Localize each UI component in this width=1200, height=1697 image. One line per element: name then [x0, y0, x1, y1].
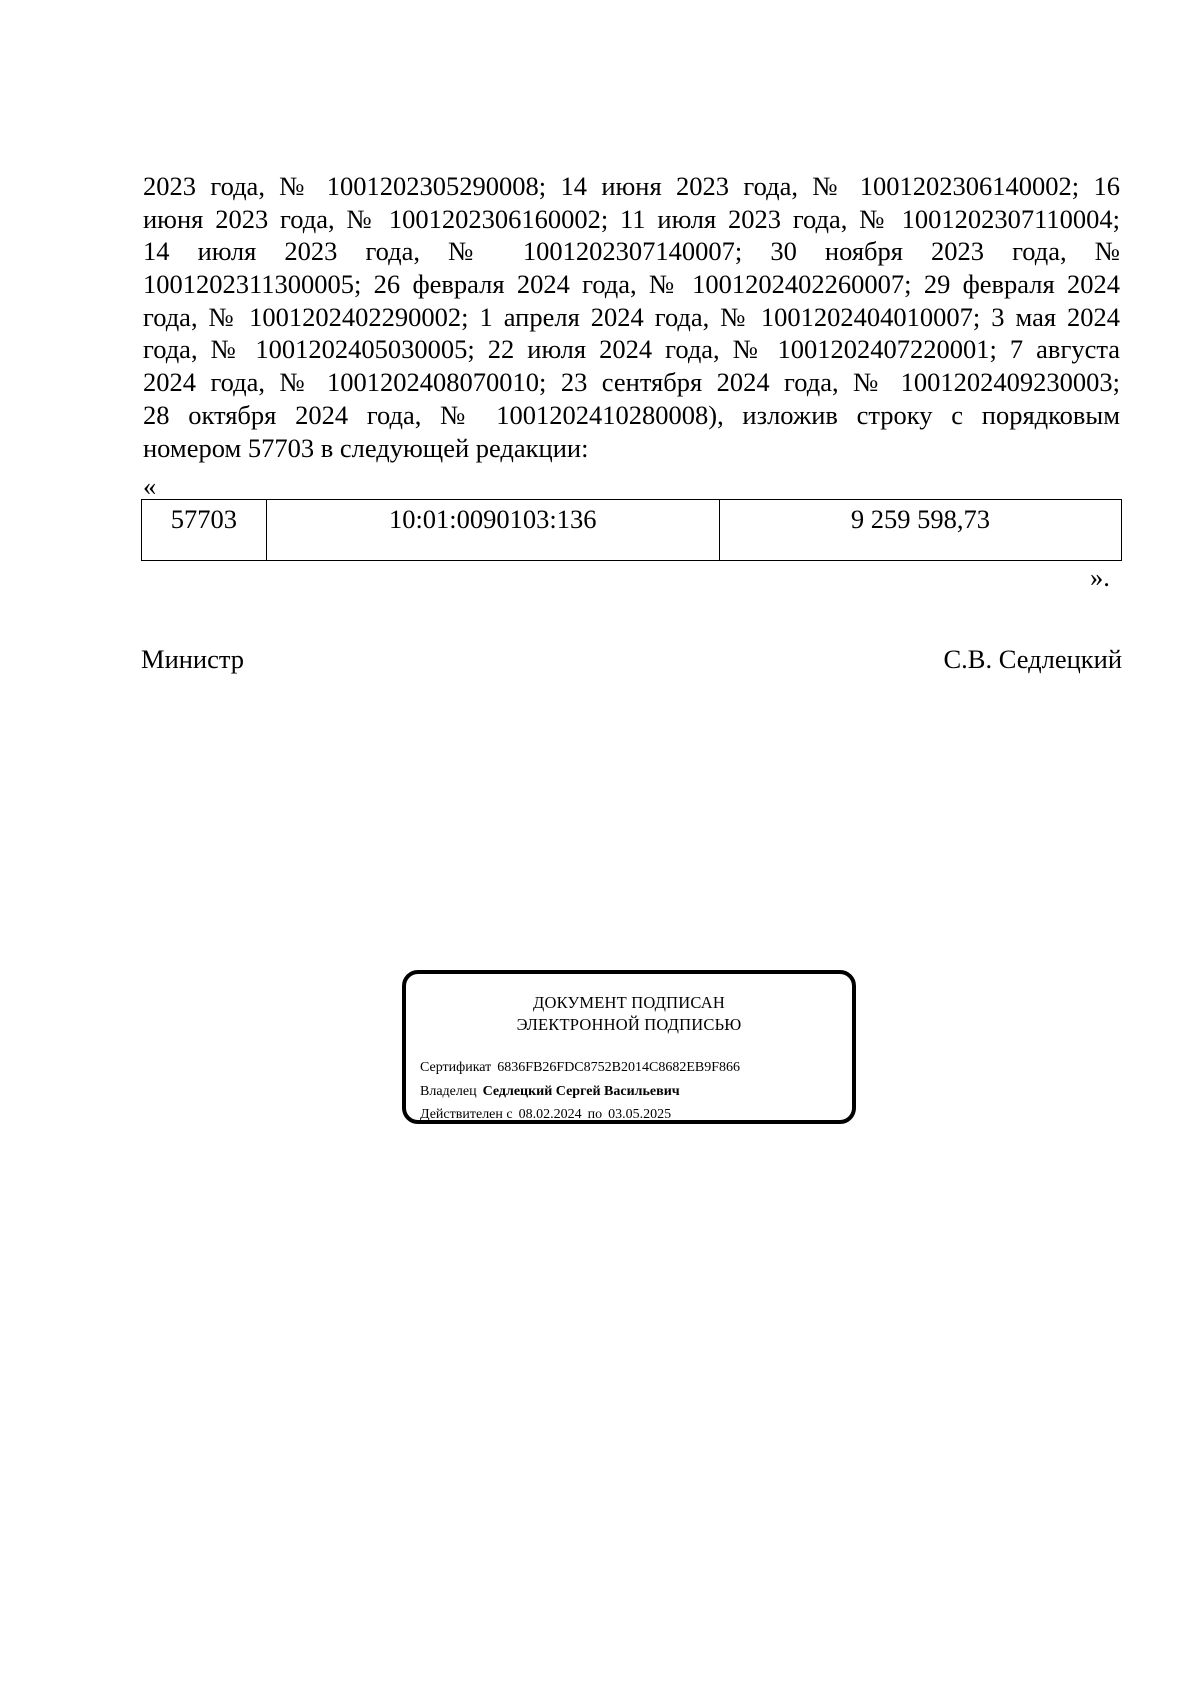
value-cell: 9 259 598,73 [719, 500, 1121, 561]
body-paragraph [143, 170, 1120, 464]
body-line: 14 июля 2023 года, № 1001202307140007; 30 ноября 2023 года, № [143, 236, 1120, 267]
owner-value: Седлецкий Сергей Васильевич [482, 1083, 680, 1099]
certificate-label: Сертификат [420, 1060, 492, 1075]
owner-label: Владелец [420, 1083, 477, 1099]
certificate-row [420, 1056, 740, 1080]
body-line: 1001202311300005; 26 февраля 2024 года, № 1001202402260007; 29 февраля 2024 [143, 269, 1120, 300]
valid-from: 08.02.2024 [518, 1107, 582, 1122]
table-row [142, 500, 1122, 561]
close-quote: ». [1090, 562, 1110, 592]
signer-title: Министр [141, 644, 245, 674]
cadastral-number-cell: 10:01:0090103:136 [266, 500, 719, 561]
owner-row [420, 1080, 740, 1104]
signer-name: С.В. Седлецкий [943, 644, 1122, 674]
stamp-header-line: ДОКУМЕНТ ПОДПИСАН [533, 993, 725, 1012]
stamp-header-line: ЭЛЕКТРОННОЙ ПОДПИСЬЮ [516, 1015, 742, 1034]
stamp-details [420, 1056, 740, 1127]
valid-to-label: по [587, 1107, 603, 1122]
certificate-value: 6836FB26FDC8752B2014C8682EB9F866 [497, 1060, 740, 1075]
row-number-cell: 57703 [142, 500, 267, 561]
validity-row [420, 1103, 740, 1127]
body-line: 28 октября 2024 года, № 1001202410280008), изложив строку с порядковым [143, 399, 1120, 430]
open-quote: « [143, 471, 157, 501]
stamp-header [406, 992, 852, 1036]
body-line: номером 57703 в следующей редакции: [143, 432, 589, 463]
valid-label: Действителен с [420, 1107, 513, 1122]
body-line: года, № 1001202405030005; 22 июля 2024 года, № 1001202407220001; 7 августа [143, 334, 1120, 365]
body-line: года, № 1001202402290002; 1 апреля 2024 года, № 1001202404010007; 3 мая 2024 [143, 301, 1120, 332]
electronic-signature-stamp [402, 970, 856, 1124]
body-line: 2024 года, № 1001202408070010; 23 сентября 2024 года, № 1001202409230003; [143, 367, 1120, 398]
valid-to: 03.05.2025 [608, 1107, 672, 1122]
body-line: 2023 года, № 1001202305290008; 14 июня 2023 года, № 1001202306140002; 16 [143, 171, 1120, 201]
body-line: июня 2023 года, № 1001202306160002; 11 июля 2023 года, № 1001202307110004; [143, 203, 1120, 234]
record-table [141, 499, 1122, 561]
